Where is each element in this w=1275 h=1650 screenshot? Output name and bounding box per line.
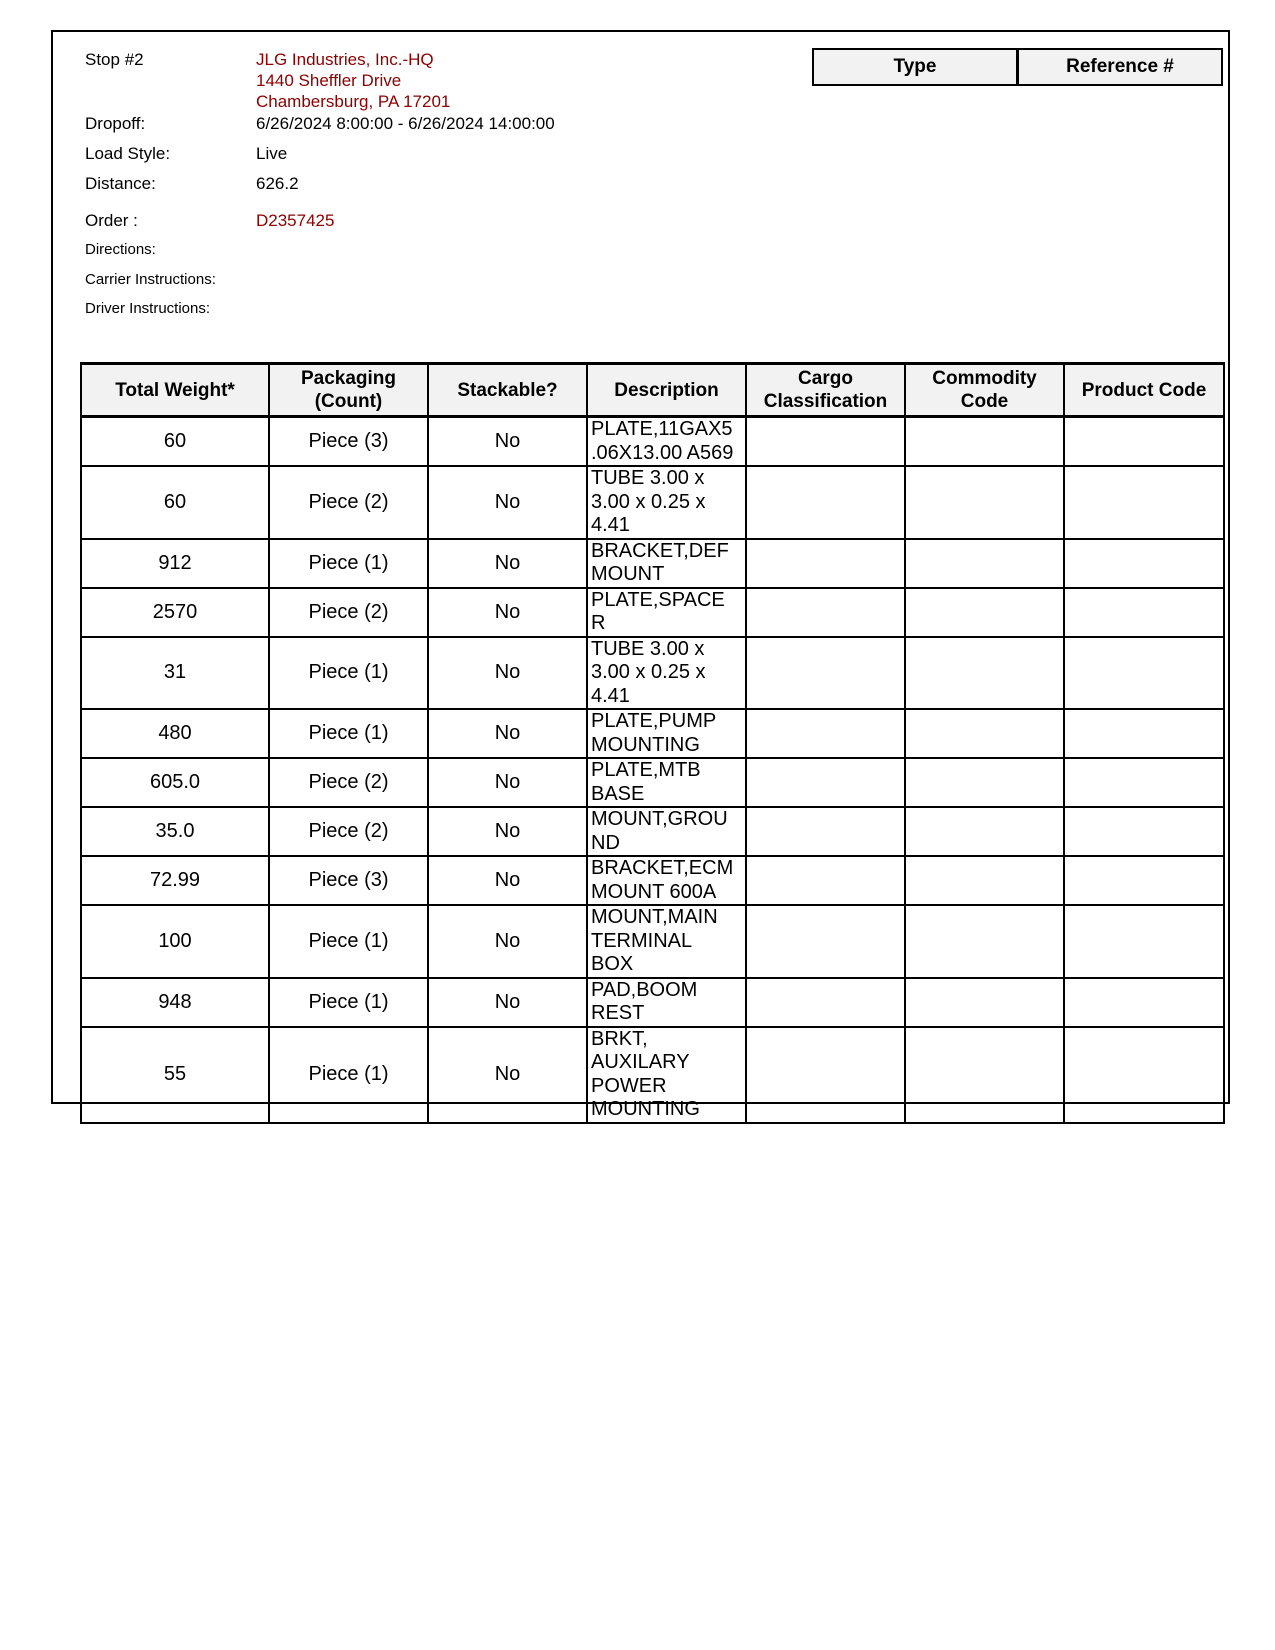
header-product-code-line: Product Code (1081, 379, 1207, 401)
cargo-classification-cell (746, 1027, 905, 1123)
commodity-code-cell (905, 539, 1064, 588)
description-line: PLATE,PUMP (591, 710, 717, 732)
header-cargo-classification (746, 364, 905, 417)
carrier-instructions-label: Carrier Instructions: (85, 271, 216, 288)
cargo-row (81, 905, 1224, 978)
description-cell (587, 637, 746, 710)
description-line: PLATE,SPACE (591, 588, 725, 611)
cargo-row (81, 466, 1224, 539)
cargo-classification-cell (746, 466, 905, 539)
commodity-code-cell (905, 978, 1064, 1027)
commodity-code-cell (905, 905, 1064, 978)
product-code-cell (1064, 978, 1224, 1027)
description-cell (587, 807, 746, 856)
description-line: MOUNT,GROU (591, 808, 728, 830)
cargo-table (80, 362, 1225, 1124)
weight-cell: 31 (81, 637, 269, 710)
stackable-cell: No (428, 637, 587, 710)
cargo-row (81, 417, 1224, 467)
description-line: MOUNT 600A (591, 880, 717, 903)
cargo-classification-cell (746, 588, 905, 637)
description-cell (587, 978, 746, 1027)
packaging-cell: Piece (3) (269, 856, 428, 905)
weight-cell: 912 (81, 539, 269, 588)
weight-cell: 480 (81, 709, 269, 758)
product-code-cell (1064, 709, 1224, 758)
cargo-row (81, 1027, 1224, 1123)
description-line: MOUNTING (591, 1098, 700, 1120)
header-cargo-classification-line: Cargo (798, 368, 853, 389)
commodity-code-cell (905, 856, 1064, 905)
description-cell (587, 856, 746, 905)
description-line: PLATE,11GAX5 (591, 418, 733, 440)
header-description (587, 364, 746, 417)
weight-cell: 60 (81, 417, 269, 467)
product-code-cell (1064, 905, 1224, 978)
product-code-cell (1064, 539, 1224, 588)
cargo-row (81, 637, 1224, 710)
description-line: MOUNT,MAIN (591, 906, 718, 928)
commodity-code-cell (905, 637, 1064, 710)
description-line: REST (591, 1002, 645, 1024)
header-cargo-classification-line: Classification (763, 391, 888, 412)
cargo-row (81, 588, 1224, 637)
header-packaging (269, 364, 428, 417)
packaging-cell: Piece (1) (269, 905, 428, 978)
header-packaging-line: Packaging (300, 368, 397, 389)
header-stackable (428, 364, 587, 417)
stackable-cell: No (428, 539, 587, 588)
commodity-code-cell (905, 417, 1064, 467)
dropoff-label: Dropoff: (85, 114, 146, 133)
description-cell (587, 905, 746, 978)
stop-company: JLG Industries, Inc.-HQ (256, 50, 434, 69)
product-code-cell (1064, 637, 1224, 710)
commodity-code-cell (905, 466, 1064, 539)
stackable-cell: No (428, 856, 587, 905)
cargo-classification-cell (746, 539, 905, 588)
weight-cell: 605.0 (81, 758, 269, 807)
stackable-cell: No (428, 709, 587, 758)
packaging-cell: Piece (1) (269, 709, 428, 758)
stackable-cell: No (428, 417, 587, 467)
stackable-cell: No (428, 807, 587, 856)
packaging-cell: Piece (2) (269, 466, 428, 539)
header-description-line: Description (614, 379, 719, 401)
directions-label: Directions: (85, 241, 156, 258)
stop-number-label: Stop #2 (85, 50, 144, 69)
header-stackable-line: Stackable? (457, 379, 558, 401)
cargo-row (81, 758, 1224, 807)
description-cell (587, 758, 746, 807)
stop-address-line1: 1440 Sheffler Drive (256, 71, 402, 90)
description-cell (587, 539, 746, 588)
weight-cell: 100 (81, 905, 269, 978)
reference-table (812, 48, 1223, 86)
header-product-code (1064, 364, 1224, 417)
distance-value: 626.2 (256, 174, 299, 193)
stop-address-line2: Chambersburg, PA 17201 (256, 92, 451, 111)
weight-cell: 60 (81, 466, 269, 539)
cargo-row (81, 539, 1224, 588)
cargo-classification-cell (746, 856, 905, 905)
cargo-row (81, 807, 1224, 856)
load-style-value: Live (256, 144, 288, 163)
header-commodity-code (905, 364, 1064, 417)
commodity-code-cell (905, 588, 1064, 637)
description-line: .06X13.00 A569 (591, 441, 734, 464)
commodity-code-cell (905, 1027, 1064, 1123)
description-line: AUXILARY (591, 1051, 690, 1073)
description-line: TUBE 3.00 x (591, 467, 705, 489)
description-line: BRKT, (591, 1027, 648, 1050)
header-packaging-line: (Count) (314, 391, 383, 412)
cargo-classification-cell (746, 758, 905, 807)
description-line: BASE (591, 782, 645, 805)
description-line: PLATE,MTB (591, 759, 701, 781)
product-code-cell (1064, 466, 1224, 539)
cargo-header-row (81, 364, 1224, 417)
description-line: 3.00 x 0.25 x (591, 490, 706, 513)
weight-cell: 55 (81, 1027, 269, 1123)
description-cell (587, 1027, 746, 1123)
product-code-cell (1064, 758, 1224, 807)
description-line: MOUNTING (591, 733, 700, 756)
cargo-classification-cell (746, 905, 905, 978)
order-value: D2357425 (256, 211, 335, 230)
cargo-body (81, 417, 1224, 1123)
weight-cell: 72.99 (81, 856, 269, 905)
stackable-cell: No (428, 1027, 587, 1123)
cargo-classification-cell (746, 978, 905, 1027)
commodity-code-cell (905, 758, 1064, 807)
packaging-cell: Piece (3) (269, 417, 428, 467)
description-cell (587, 417, 746, 467)
header-commodity-code-line: Code (960, 391, 1009, 412)
description-line: BRACKET,ECM (591, 857, 734, 879)
description-line: MOUNT (591, 563, 665, 585)
description-line: ND (591, 831, 620, 854)
stackable-cell: No (428, 978, 587, 1027)
cargo-row (81, 709, 1224, 758)
description-cell (587, 709, 746, 758)
distance-label: Distance: (85, 174, 156, 193)
header-commodity-code-line: Commodity (932, 368, 1037, 389)
header-total-weight (81, 364, 269, 417)
cargo-classification-cell (746, 807, 905, 856)
packaging-cell: Piece (2) (269, 807, 428, 856)
product-code-cell (1064, 1027, 1224, 1123)
description-cell (587, 588, 746, 637)
stackable-cell: No (428, 758, 587, 807)
weight-cell: 35.0 (81, 807, 269, 856)
commodity-code-cell (905, 807, 1064, 856)
packaging-cell: Piece (2) (269, 758, 428, 807)
driver-instructions-label: Driver Instructions: (85, 300, 211, 317)
description-line: POWER (591, 1074, 667, 1097)
description-line: R (591, 612, 606, 634)
description-line: 4.41 (591, 684, 630, 707)
packaging-cell: Piece (1) (269, 978, 428, 1027)
dropoff-value: 6/26/2024 8:00:00 - 6/26/2024 14:00:00 (256, 114, 555, 133)
product-code-cell (1064, 588, 1224, 637)
cargo-classification-cell (746, 417, 905, 467)
reference-number-header: Reference # (1016, 50, 1221, 84)
description-line: BOX (591, 953, 634, 975)
description-line: PAD,BOOM (591, 978, 698, 1001)
description-line: BRACKET,DEF (591, 539, 729, 562)
description-line: 3.00 x 0.25 x (591, 661, 706, 683)
load-style-label: Load Style: (85, 144, 171, 163)
packaging-cell: Piece (2) (269, 588, 428, 637)
description-line: 4.41 (591, 514, 630, 536)
product-code-cell (1064, 417, 1224, 467)
header-total-weight-line: Total Weight* (115, 379, 235, 401)
description-cell (587, 466, 746, 539)
cargo-row (81, 856, 1224, 905)
reference-type-header: Type (893, 56, 937, 77)
product-code-cell (1064, 856, 1224, 905)
order-label: Order : (85, 211, 138, 230)
product-code-cell (1064, 807, 1224, 856)
weight-cell: 948 (81, 978, 269, 1027)
description-line: TUBE 3.00 x (591, 637, 705, 660)
commodity-code-cell (905, 709, 1064, 758)
cargo-row (81, 978, 1224, 1027)
stackable-cell: No (428, 466, 587, 539)
stackable-cell: No (428, 905, 587, 978)
packaging-cell: Piece (1) (269, 1027, 428, 1123)
weight-cell: 2570 (81, 588, 269, 637)
description-line: TERMINAL (591, 929, 693, 952)
cargo-classification-cell (746, 709, 905, 758)
packaging-cell: Piece (1) (269, 539, 428, 588)
stackable-cell: No (428, 588, 587, 637)
packaging-cell: Piece (1) (269, 637, 428, 710)
cargo-classification-cell (746, 637, 905, 710)
